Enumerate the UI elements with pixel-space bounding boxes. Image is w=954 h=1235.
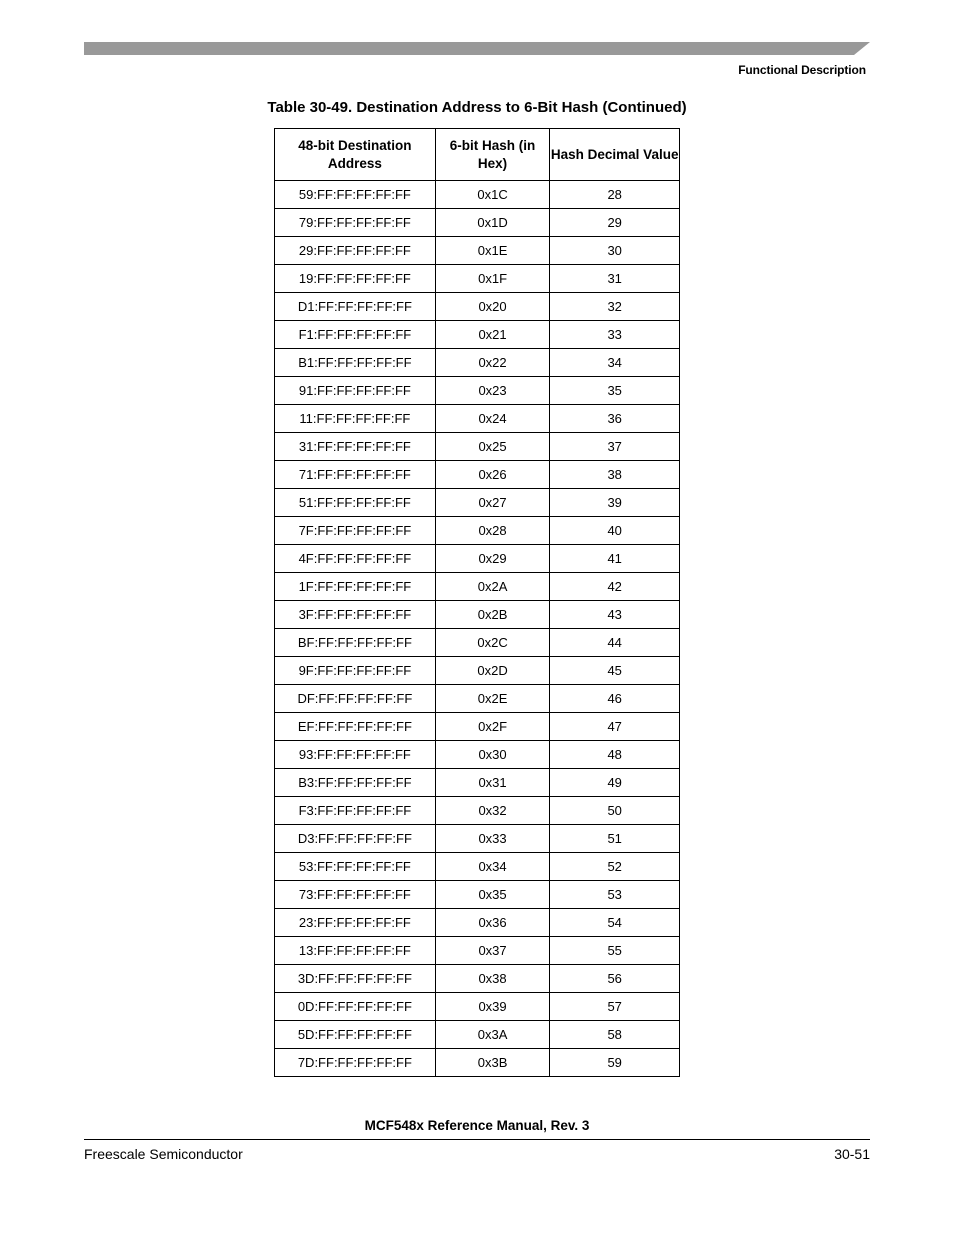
cell-address: D3:FF:FF:FF:FF:FF bbox=[275, 825, 436, 853]
cell-address: 7D:FF:FF:FF:FF:FF bbox=[275, 1049, 436, 1077]
table-row bbox=[275, 573, 680, 601]
cell-hash-decimal: 39 bbox=[550, 489, 680, 517]
cell-address: B3:FF:FF:FF:FF:FF bbox=[275, 769, 436, 797]
cell-address: 73:FF:FF:FF:FF:FF bbox=[275, 881, 436, 909]
cell-hash-hex: 0x1E bbox=[435, 237, 550, 265]
table-row bbox=[275, 517, 680, 545]
table-row bbox=[275, 265, 680, 293]
cell-address: 9F:FF:FF:FF:FF:FF bbox=[275, 657, 436, 685]
cell-address: 5D:FF:FF:FF:FF:FF bbox=[275, 1021, 436, 1049]
cell-hash-decimal: 29 bbox=[550, 209, 680, 237]
table-row bbox=[275, 349, 680, 377]
cell-address: D1:FF:FF:FF:FF:FF bbox=[275, 293, 436, 321]
cell-hash-decimal: 32 bbox=[550, 293, 680, 321]
cell-hash-decimal: 56 bbox=[550, 965, 680, 993]
cell-hash-hex: 0x2C bbox=[435, 629, 550, 657]
cell-address: F1:FF:FF:FF:FF:FF bbox=[275, 321, 436, 349]
table-row bbox=[275, 881, 680, 909]
cell-hash-hex: 0x2F bbox=[435, 713, 550, 741]
cell-hash-decimal: 35 bbox=[550, 377, 680, 405]
cell-address: 3F:FF:FF:FF:FF:FF bbox=[275, 601, 436, 629]
cell-address: 51:FF:FF:FF:FF:FF bbox=[275, 489, 436, 517]
cell-address: 0D:FF:FF:FF:FF:FF bbox=[275, 993, 436, 1021]
cell-hash-decimal: 45 bbox=[550, 657, 680, 685]
cell-address: 23:FF:FF:FF:FF:FF bbox=[275, 909, 436, 937]
table-row bbox=[275, 937, 680, 965]
table-row bbox=[275, 853, 680, 881]
table-row bbox=[275, 993, 680, 1021]
table-row bbox=[275, 433, 680, 461]
cell-hash-decimal: 47 bbox=[550, 713, 680, 741]
table-header-row bbox=[275, 129, 680, 181]
table-row bbox=[275, 713, 680, 741]
cell-hash-hex: 0x3A bbox=[435, 1021, 550, 1049]
cell-hash-hex: 0x27 bbox=[435, 489, 550, 517]
cell-hash-hex: 0x23 bbox=[435, 377, 550, 405]
cell-hash-decimal: 58 bbox=[550, 1021, 680, 1049]
cell-hash-decimal: 57 bbox=[550, 993, 680, 1021]
cell-address: 31:FF:FF:FF:FF:FF bbox=[275, 433, 436, 461]
cell-hash-decimal: 55 bbox=[550, 937, 680, 965]
table-row bbox=[275, 405, 680, 433]
table-row bbox=[275, 209, 680, 237]
table-title: Table 30-49. Destination Address to 6-Bit Hash (Continued) bbox=[267, 99, 687, 116]
table-row bbox=[275, 741, 680, 769]
cell-hash-decimal: 42 bbox=[550, 573, 680, 601]
cell-address: 4F:FF:FF:FF:FF:FF bbox=[275, 545, 436, 573]
table-row bbox=[275, 601, 680, 629]
table-row bbox=[275, 965, 680, 993]
cell-address: F3:FF:FF:FF:FF:FF bbox=[275, 797, 436, 825]
footer-company: Freescale Semiconductor bbox=[84, 1146, 243, 1162]
cell-hash-hex: 0x30 bbox=[435, 741, 550, 769]
cell-hash-decimal: 44 bbox=[550, 629, 680, 657]
column-header-hash-hex: 6-bit Hash (in Hex) bbox=[435, 129, 550, 181]
table-body bbox=[275, 181, 680, 1077]
table-row bbox=[275, 489, 680, 517]
cell-hash-hex: 0x22 bbox=[435, 349, 550, 377]
cell-hash-decimal: 41 bbox=[550, 545, 680, 573]
table-row bbox=[275, 629, 680, 657]
cell-hash-hex: 0x2D bbox=[435, 657, 550, 685]
cell-address: 91:FF:FF:FF:FF:FF bbox=[275, 377, 436, 405]
cell-hash-decimal: 52 bbox=[550, 853, 680, 881]
cell-hash-decimal: 51 bbox=[550, 825, 680, 853]
table-row bbox=[275, 293, 680, 321]
table-row bbox=[275, 1021, 680, 1049]
cell-hash-hex: 0x38 bbox=[435, 965, 550, 993]
table-row bbox=[275, 909, 680, 937]
cell-address: 11:FF:FF:FF:FF:FF bbox=[275, 405, 436, 433]
cell-hash-hex: 0x36 bbox=[435, 909, 550, 937]
cell-hash-decimal: 31 bbox=[550, 265, 680, 293]
cell-hash-hex: 0x24 bbox=[435, 405, 550, 433]
cell-hash-hex: 0x39 bbox=[435, 993, 550, 1021]
cell-address: 29:FF:FF:FF:FF:FF bbox=[275, 237, 436, 265]
cell-hash-hex: 0x26 bbox=[435, 461, 550, 489]
cell-hash-hex: 0x3B bbox=[435, 1049, 550, 1077]
cell-hash-decimal: 34 bbox=[550, 349, 680, 377]
cell-address: 1F:FF:FF:FF:FF:FF bbox=[275, 573, 436, 601]
table-row bbox=[275, 321, 680, 349]
hash-table bbox=[274, 128, 680, 1077]
cell-address: B1:FF:FF:FF:FF:FF bbox=[275, 349, 436, 377]
cell-hash-decimal: 28 bbox=[550, 181, 680, 209]
table-row bbox=[275, 657, 680, 685]
cell-hash-decimal: 49 bbox=[550, 769, 680, 797]
cell-hash-decimal: 38 bbox=[550, 461, 680, 489]
footer-page-number: 30-51 bbox=[834, 1146, 870, 1162]
cell-hash-hex: 0x32 bbox=[435, 797, 550, 825]
cell-hash-decimal: 48 bbox=[550, 741, 680, 769]
cell-hash-hex: 0x33 bbox=[435, 825, 550, 853]
table-row bbox=[275, 545, 680, 573]
cell-hash-hex: 0x37 bbox=[435, 937, 550, 965]
cell-hash-decimal: 50 bbox=[550, 797, 680, 825]
cell-hash-decimal: 33 bbox=[550, 321, 680, 349]
cell-hash-hex: 0x34 bbox=[435, 853, 550, 881]
cell-address: 53:FF:FF:FF:FF:FF bbox=[275, 853, 436, 881]
cell-hash-decimal: 53 bbox=[550, 881, 680, 909]
cell-hash-hex: 0x2A bbox=[435, 573, 550, 601]
footer-divider bbox=[84, 1139, 870, 1140]
table-row bbox=[275, 181, 680, 209]
table-row bbox=[275, 685, 680, 713]
cell-address: DF:FF:FF:FF:FF:FF bbox=[275, 685, 436, 713]
cell-hash-hex: 0x29 bbox=[435, 545, 550, 573]
cell-hash-hex: 0x1F bbox=[435, 265, 550, 293]
cell-address: 19:FF:FF:FF:FF:FF bbox=[275, 265, 436, 293]
cell-hash-decimal: 40 bbox=[550, 517, 680, 545]
cell-address: 7F:FF:FF:FF:FF:FF bbox=[275, 517, 436, 545]
cell-hash-hex: 0x28 bbox=[435, 517, 550, 545]
cell-hash-decimal: 59 bbox=[550, 1049, 680, 1077]
cell-hash-decimal: 46 bbox=[550, 685, 680, 713]
section-label: Functional Description bbox=[738, 63, 866, 77]
cell-hash-hex: 0x2B bbox=[435, 601, 550, 629]
cell-address: 3D:FF:FF:FF:FF:FF bbox=[275, 965, 436, 993]
cell-hash-decimal: 36 bbox=[550, 405, 680, 433]
cell-address: BF:FF:FF:FF:FF:FF bbox=[275, 629, 436, 657]
cell-hash-hex: 0x20 bbox=[435, 293, 550, 321]
footer-manual-title: MCF548x Reference Manual, Rev. 3 bbox=[364, 1118, 590, 1133]
cell-address: 13:FF:FF:FF:FF:FF bbox=[275, 937, 436, 965]
cell-hash-decimal: 43 bbox=[550, 601, 680, 629]
table-row bbox=[275, 797, 680, 825]
cell-hash-hex: 0x31 bbox=[435, 769, 550, 797]
column-header-address: 48-bit Destination Address bbox=[275, 129, 436, 181]
table-row bbox=[275, 461, 680, 489]
cell-address: 79:FF:FF:FF:FF:FF bbox=[275, 209, 436, 237]
cell-address: 71:FF:FF:FF:FF:FF bbox=[275, 461, 436, 489]
table-row bbox=[275, 769, 680, 797]
cell-hash-decimal: 30 bbox=[550, 237, 680, 265]
header-bar-shape bbox=[84, 42, 870, 55]
table-row bbox=[275, 377, 680, 405]
cell-hash-decimal: 37 bbox=[550, 433, 680, 461]
cell-hash-hex: 0x35 bbox=[435, 881, 550, 909]
cell-address: 93:FF:FF:FF:FF:FF bbox=[275, 741, 436, 769]
header-bar bbox=[84, 42, 870, 55]
cell-hash-hex: 0x1D bbox=[435, 209, 550, 237]
cell-hash-hex: 0x2E bbox=[435, 685, 550, 713]
cell-address: EF:FF:FF:FF:FF:FF bbox=[275, 713, 436, 741]
cell-hash-hex: 0x25 bbox=[435, 433, 550, 461]
cell-address: 59:FF:FF:FF:FF:FF bbox=[275, 181, 436, 209]
table-row bbox=[275, 825, 680, 853]
table-row bbox=[275, 1049, 680, 1077]
table-row bbox=[275, 237, 680, 265]
cell-hash-hex: 0x21 bbox=[435, 321, 550, 349]
cell-hash-hex: 0x1C bbox=[435, 181, 550, 209]
column-header-hash-decimal: Hash Decimal Value bbox=[550, 129, 680, 181]
cell-hash-decimal: 54 bbox=[550, 909, 680, 937]
